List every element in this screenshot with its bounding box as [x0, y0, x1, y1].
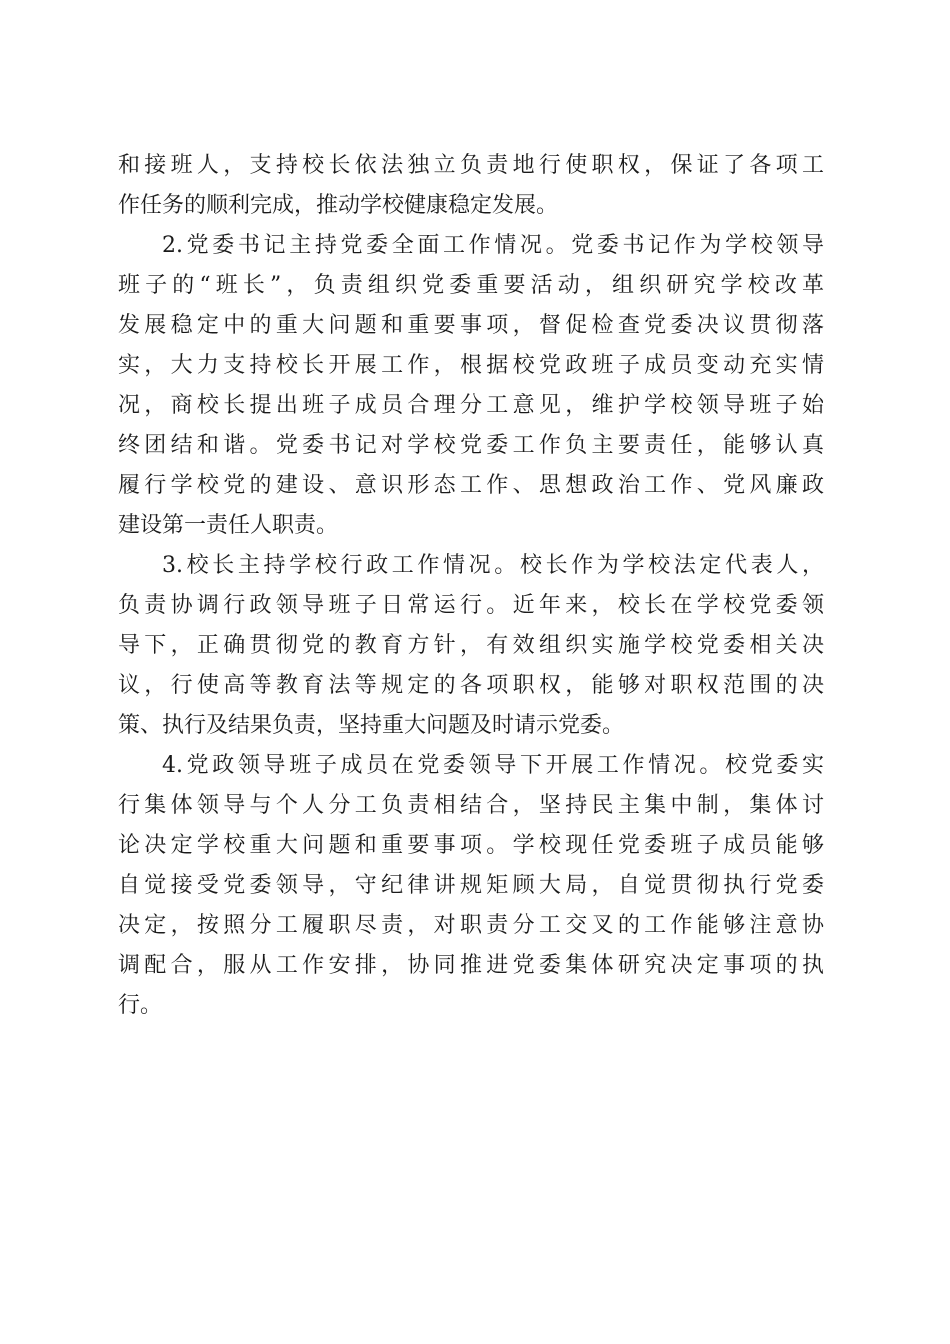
- text-line: 议，行使高等教育法等规定的各项职权，能够对职权范围的决: [118, 673, 824, 698]
- text-line: 况，商校长提出班子成员合理分工意见，维护学校领导班子始: [118, 393, 824, 418]
- text-line: 自觉接受党委领导，守纪律讲规矩顾大局，自觉贯彻执行党委: [118, 873, 824, 898]
- text-line: 3.校长主持学校行政工作情况。校长作为学校法定代表人，: [162, 553, 824, 578]
- text-line: 4.党政领导班子成员在党委领导下开展工作情况。校党委实: [162, 753, 824, 778]
- text-line: 终团结和谐。党委书记对学校党委工作负主要责任，能够认真: [118, 433, 824, 458]
- text-line: 和接班人，支持校长依法独立负责地行使职权，保证了各项工: [118, 153, 824, 178]
- text-line: 论决定学校重大问题和重要事项。学校现任党委班子成员能够: [118, 833, 824, 858]
- text-line: 2.党委书记主持党委全面工作情况。党委书记作为学校领导: [162, 233, 824, 258]
- text-line: 实，大力支持校长开展工作，根据校党政班子成员变动充实情: [118, 353, 824, 378]
- text-line: 行。: [118, 993, 163, 1018]
- text-line: 作任务的顺利完成，推动学校健康稳定发展。: [118, 193, 559, 218]
- text-line: 班子的“班长”，负责组织党委重要活动，组织研究学校改革: [118, 273, 824, 298]
- text-line: 建设第一责任人职责。: [118, 513, 339, 538]
- text-line: 导下，正确贯彻党的教育方针，有效组织实施学校党委相关决: [118, 633, 824, 658]
- text-line: 发展稳定中的重大问题和重要事项，督促检查党委决议贯彻落: [118, 313, 824, 338]
- text-line: 策、执行及结果负责，坚持重大问题及时请示党委。: [118, 713, 625, 738]
- text-line: 调配合，服从工作安排，协同推进党委集体研究决定事项的执: [118, 953, 824, 978]
- paragraph-leadership-team: [118, 746, 824, 1026]
- paragraph-president: [118, 546, 824, 746]
- text-line: 履行学校党的建设、意识形态工作、思想政治工作、党风廉政: [118, 473, 824, 498]
- paragraph-continuation: [118, 146, 824, 226]
- text-line: 负责协调行政领导班子日常运行。近年来，校长在学校党委领: [118, 593, 824, 618]
- document-body: [118, 146, 824, 1026]
- text-line: 行集体领导与个人分工负责相结合，坚持民主集中制，集体讨: [118, 793, 824, 818]
- paragraph-party-secretary: [118, 226, 824, 546]
- text-line: 决定，按照分工履职尽责，对职责分工交叉的工作能够注意协: [118, 913, 824, 938]
